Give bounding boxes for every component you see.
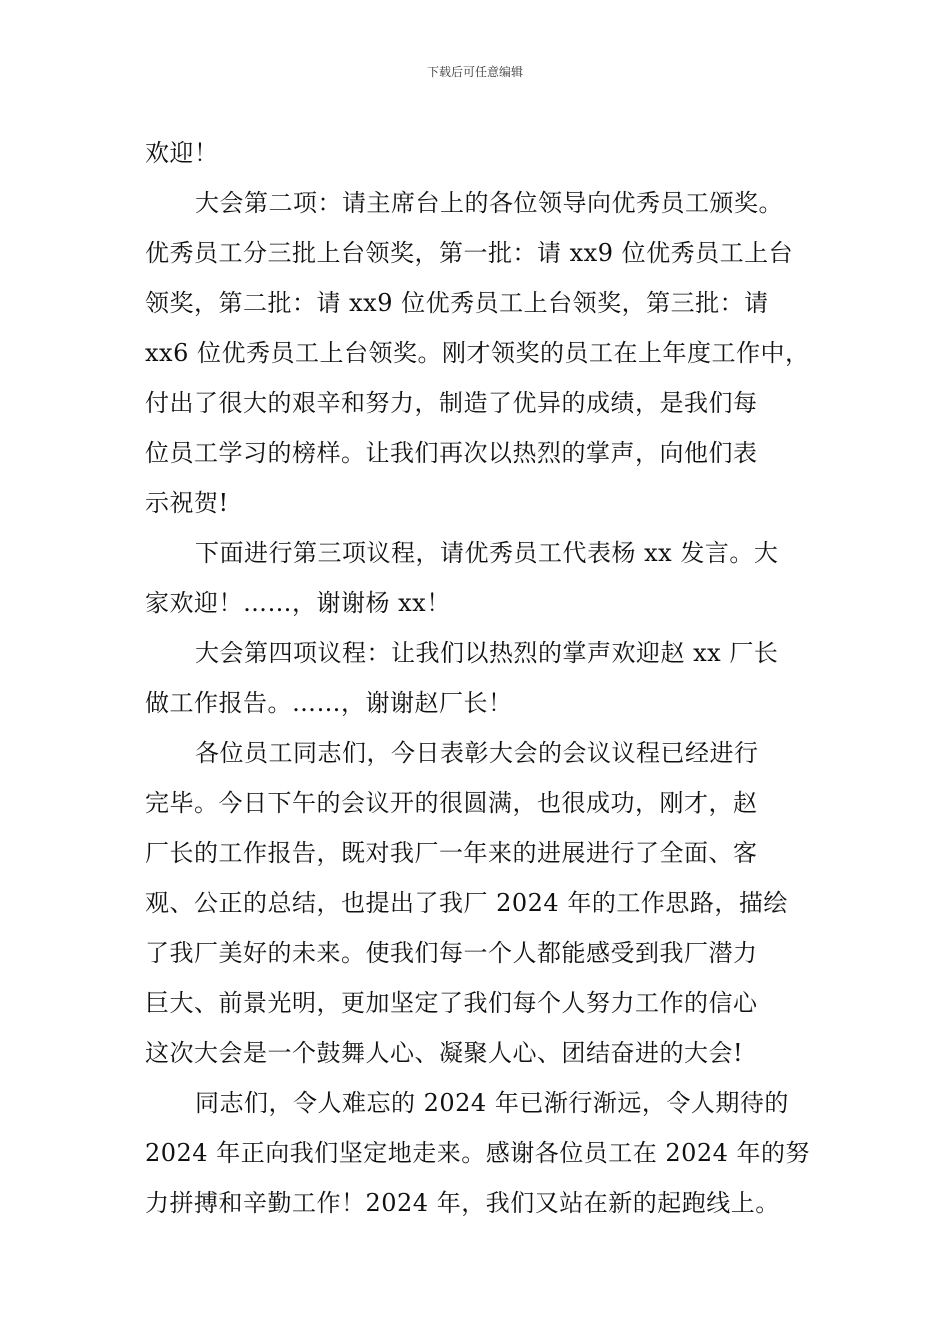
- text-line: 各位员工同志们，今日表彰大会的会议议程已经进行: [195, 739, 759, 767]
- text-line: 欢迎！: [145, 139, 219, 167]
- text-line: 这次大会是一个鼓舞人心、凝聚人心、团结奋进的大会!: [145, 1039, 744, 1067]
- text-line: 大会第四项议程：让我们以热烈的掌声欢迎赵 xx 厂长: [195, 639, 779, 667]
- text-line: 2024 年正向我们坚定地走来。感谢各位员工在 2024 年的努: [145, 1139, 811, 1167]
- text-line: xx6 位优秀员工上台领奖。刚才领奖的员工在上年度工作中，: [145, 339, 810, 367]
- text-line: 巨大、前景光明，更加坚定了我们每个人努力工作的信心: [145, 989, 758, 1017]
- text-line: 完毕。今日下午的会议开的很圆满，也很成功，刚才，赵: [145, 789, 758, 817]
- text-line: 做工作报告。……，谢谢赵厂长！: [145, 689, 513, 717]
- text-line: 优秀员工分三批上台领奖，第一批：请 xx9 位优秀员工上台: [145, 239, 794, 267]
- text-line: 了我厂美好的未来。使我们每一个人都能感受到我厂潜力: [145, 939, 758, 967]
- text-line: 下面进行第三项议程，请优秀员工代表杨 xx 发言。大: [195, 539, 779, 567]
- text-line: 领奖，第二批：请 xx9 位优秀员工上台领奖，第三批：请: [145, 289, 769, 317]
- text-line: 厂长的工作报告，既对我厂一年来的进展进行了全面、客: [145, 839, 758, 867]
- text-line: 示祝贺!: [145, 489, 229, 517]
- document-body: [145, 128, 810, 1228]
- text-line: 位员工学习的榜样。让我们再次以热烈的掌声，向他们表: [145, 439, 758, 467]
- text-line: 力拼搏和辛勤工作！2024 年，我们又站在新的起跑线上。: [145, 1189, 780, 1217]
- text-line: 大会第二项：请主席台上的各位领导向优秀员工颁奖。: [195, 189, 783, 217]
- text-line: 观、公正的总结，也提出了我厂 2024 年的工作思路，描绘: [145, 889, 788, 917]
- text-line: 家欢迎！……，谢谢杨 xx！: [145, 589, 451, 617]
- text-line: 付出了很大的艰辛和努力，制造了优异的成绩，是我们每: [145, 389, 758, 417]
- text-line: 同志们，令人难忘的 2024 年已渐行渐远，令人期待的: [195, 1089, 789, 1117]
- page-header-note: 下载后可任意编辑: [426, 65, 523, 79]
